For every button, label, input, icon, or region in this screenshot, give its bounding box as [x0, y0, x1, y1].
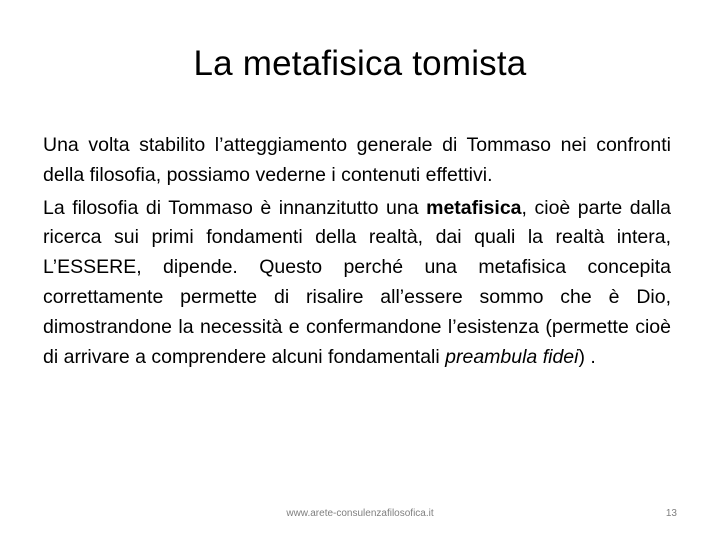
slide-title: La metafisica tomista [193, 44, 527, 83]
footer-url: www.arete-consulenzafilosofica.it [286, 508, 434, 519]
italic-term-preambula-fidei: preambula fidei [445, 345, 579, 368]
bold-term-metafisica: metafisica [426, 196, 522, 219]
paragraph-metaphysics [43, 194, 671, 373]
page-number: 13 [665, 508, 677, 519]
paragraph-text-3: ) . [578, 345, 596, 368]
paragraph-intro: Una volta stabilito l’atteggiamento generale di Tommaso nei confronti della filosofia, possiamo vederne i contenuti effettivi. [43, 134, 671, 186]
paragraph-text-2: , cioè parte dalla ricerca sui primi fondamenti della realtà, dai quali la realtà intera, L’ESSERE, dipende. Questo perché una metafisica concepita correttamente permette di risalire all’essere sommo che è Dio, dimostrandone la necessità e confermandone l’esistenza (permette cioè di arrivare a comprendere alcuni fondamentali [43, 196, 671, 368]
slide-body [43, 131, 671, 375]
paragraph-text-1: La filosofia di Tommaso è innanzitutto una [43, 196, 427, 219]
